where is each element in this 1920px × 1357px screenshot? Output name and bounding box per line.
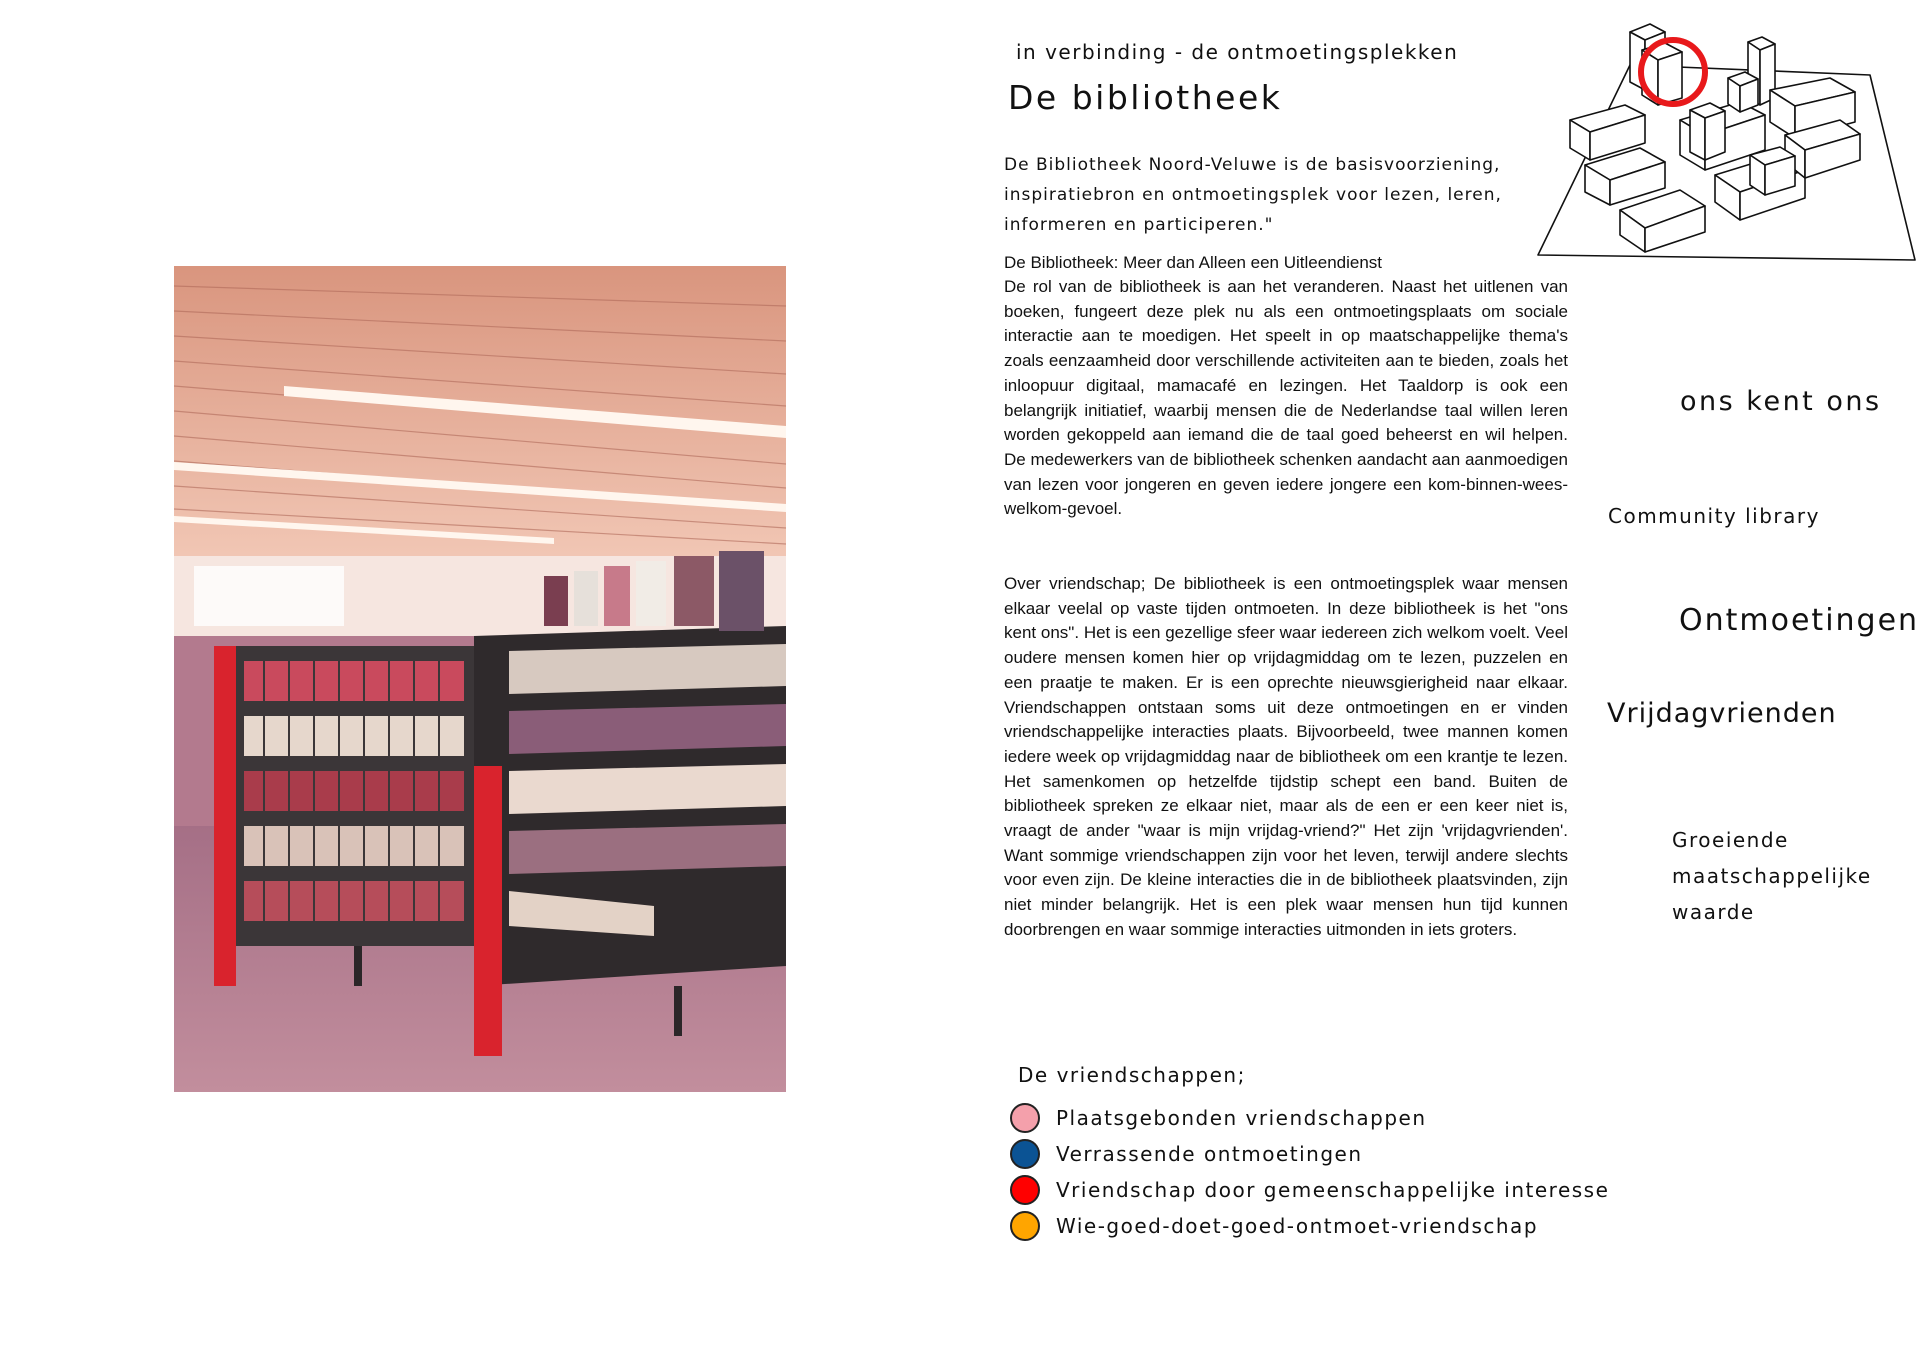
body-paragraph-2: Over vriendschap; De bibliotheek is een ontmoetingsplek waar mensen elkaar veelal op vaste tijden ontmoeten. In deze bibliotheek is het "ons kent ons". Het is een gezellige sfeer waar iedereen zich welkom voelt. Veel oudere mensen komen hier op vrijdagmiddag om te lezen, puzzelen en een praatje te maken. Er is een oprechte nieuwsgierigheid naar elkaar. Vriendschappen ontstaan soms uit deze ontmoetingen en er vinden vriendschappelijke interacties plaats. Bijvoorbeeld, twee mannen komen iedere week op vrijdagmiddag naar de bibliotheek om een krantje te lezen. Het samenkomen op hetzelfde tijdstip schept een band. Buiten de bibliotheek spreken ze elkaar niet, maar als de een er een keer niet is, vraagt de ander "waar is mijn vrijdag-vriend?" Het zijn 'vrijdagvrienden'. Want sommige vriendschappen zijn voor het leven, terwijl andere slechts voor even zijn. De kleine interacties die in de bibliotheek plaatsvinden, zijn niet minder belangrijk. Het is een plek waar mensen hun tijd kunnen doorbrengen en waar sommige interacties uitmonden in iets groters. [1004, 574, 1568, 939]
legend-dot-icon [1010, 1103, 1040, 1133]
legend-dot-icon [1010, 1139, 1040, 1169]
body-paragraph-1: De rol van de bibliotheek is aan het veranderen. Naast het uitlenen van boeken, fungeert deze plek nu als een ontmoetingsplaats om sociale interactie aan te moedigen. Het speelt in op maatschappelijke thema's zoals eenzaamheid door verschillende activiteiten aan te bieden, zoals het inloopuur digitaal, mamacafé en lezingen. Het Taaldorp is ook een belangrijk initiatief, waarbij mensen die de Nederlandse taal willen leren worden gekoppeld aan iemand die de taal goed beheerst en wil helpen. De medewerkers van de bibliotheek schenken aandacht aan aanmoedigen van lezen voor jongeren en geven iedere jongere een kom-binnen-wees-welkom-gevoel. [1004, 277, 1568, 519]
legend-item [1010, 1100, 1427, 1136]
note-maatschappelijke-waarde [1672, 822, 1872, 930]
quote-line: De Bibliotheek Noord-Veluwe is de basisvoorziening, [1004, 155, 1501, 175]
note-line: maatschappelijke [1672, 864, 1872, 888]
quote-line: informeren en participeren." [1004, 215, 1274, 235]
section-kicker: in verbinding - de ontmoetingsplekken [1016, 40, 1459, 64]
body-subheading: De Bibliotheek: Meer dan Alleen een Uitleendienst [1004, 253, 1383, 272]
note-ontmoetingen: Ontmoetingen [1679, 603, 1920, 638]
isometric-buildings-map-icon [1530, 10, 1920, 265]
legend-dot-icon [1010, 1175, 1040, 1205]
legend-title: De vriendschappen; [1018, 1063, 1246, 1087]
note-vrijdagvrienden: Vrijdagvrienden [1607, 698, 1837, 729]
bookshelves-image [174, 266, 786, 1092]
legend-label: Plaatsgebonden vriendschappen [1056, 1106, 1427, 1130]
location-sketch [1530, 10, 1920, 265]
legend-label: Verrassende ontmoetingen [1056, 1142, 1363, 1166]
legend-item [1010, 1208, 1538, 1244]
legend-label: Vriendschap door gemeenschappelijke interesse [1056, 1178, 1610, 1202]
legend-label: Wie-goed-doet-goed-ontmoet-vriendschap [1056, 1214, 1539, 1238]
legend-dot-icon [1010, 1211, 1040, 1241]
note-ons-kent-ons: ons kent ons [1680, 386, 1882, 417]
page-title: De bibliotheek [1008, 78, 1283, 117]
intro-quote [1004, 150, 1544, 240]
legend-item [1010, 1172, 1609, 1208]
note-community-library: Community library [1608, 504, 1820, 528]
note-line: Groeiende [1672, 828, 1789, 852]
note-line: waarde [1672, 900, 1755, 924]
quote-line: inspiratiebron en ontmoetingsplek voor lezen, leren, [1004, 185, 1502, 205]
legend-item [1010, 1136, 1363, 1172]
library-photo [174, 266, 786, 1092]
